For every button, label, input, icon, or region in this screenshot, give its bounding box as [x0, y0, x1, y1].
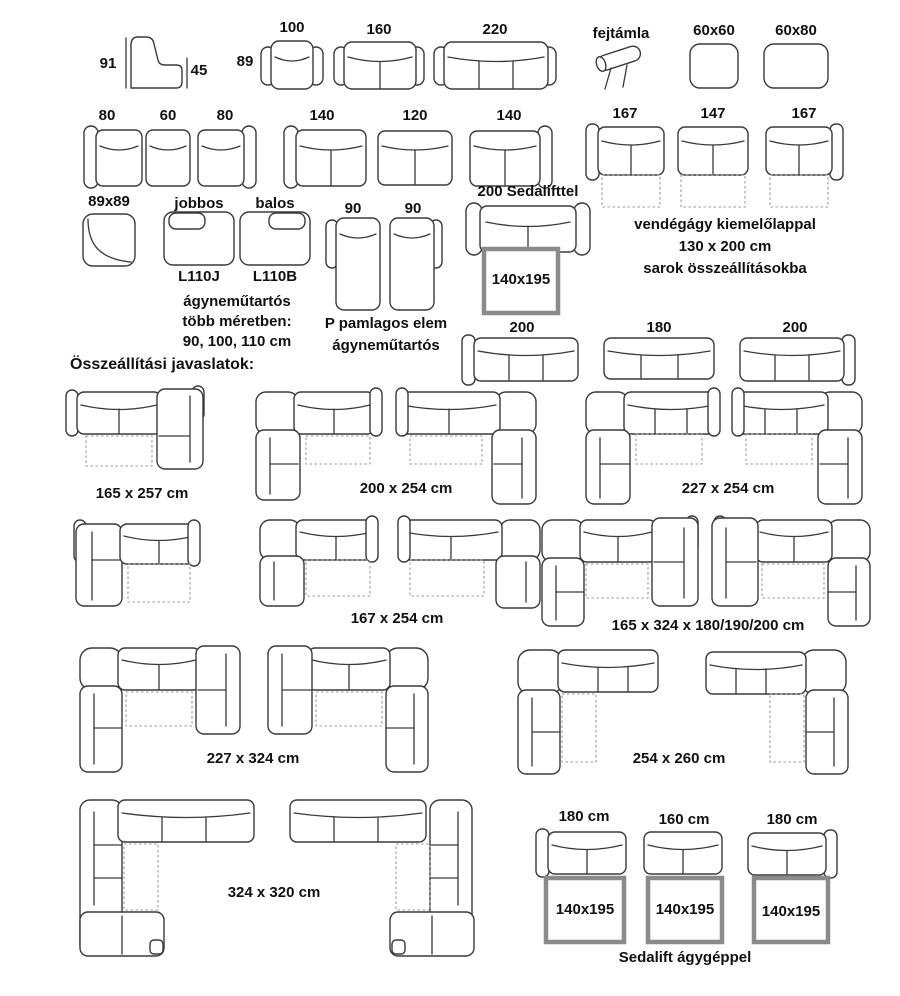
bed-box-1-label: 140x195 [555, 901, 615, 918]
sedalift-bed-180-left-diagram [536, 829, 626, 942]
config-165x324-left-diagram [542, 516, 698, 626]
chaise-90-right-label: 90 [404, 200, 422, 217]
sofa-profile-icon [126, 37, 187, 88]
module-100-label: 100 [279, 19, 305, 36]
module-147-label: 147 [700, 105, 726, 122]
module-160-diagram [334, 42, 424, 89]
l110j-code-label: L110J [178, 268, 220, 285]
chaise-90-left-diagram [326, 218, 380, 310]
module-140l-label: 140 [309, 107, 335, 124]
depth-89-label: 89 [236, 53, 254, 70]
module-140-left-arm-diagram [284, 126, 366, 188]
bed-box-2-label: 140x195 [655, 901, 715, 918]
storage-note-line1: ágyneműtartós [183, 293, 291, 310]
module-l110b-diagram [240, 212, 310, 265]
chaise-90-right-diagram [390, 218, 442, 310]
module-167r-label: 167 [791, 105, 817, 122]
corner-89x89-label: 89x89 [88, 193, 130, 210]
headrest-icon [594, 44, 642, 89]
module-80-left-arm-diagram [84, 126, 142, 188]
module-60-diagram [146, 130, 190, 186]
dim-227x324-label: 227 x 324 cm [206, 750, 300, 767]
config-324x320-left-diagram [80, 800, 254, 956]
sofa-200r-label: 200 [782, 319, 808, 336]
module-l110j-diagram [164, 212, 234, 265]
module-120-label: 120 [402, 107, 428, 124]
sofa-200-right-arm-diagram [740, 335, 855, 385]
pouf-60x80-label: 60x80 [775, 22, 817, 39]
suggestions-heading: Összeállítási javaslatok: [70, 356, 255, 373]
sofa-180-diagram [604, 338, 714, 379]
config-167x254-left-diagram [260, 516, 378, 606]
bed-sofa-180r-label: 180 cm [766, 811, 818, 828]
module-140-right-arm-diagram [470, 126, 552, 188]
module-220-diagram [434, 42, 556, 89]
config-165x324-right-diagram [712, 516, 870, 626]
sedalift-caption: Sedalift ágygéppel [618, 949, 752, 966]
sofa-200-left-arm-diagram [462, 335, 578, 385]
guest-note-line2: 130 x 200 cm [678, 238, 772, 255]
dim-167x254-label: 167 x 254 cm [350, 610, 444, 627]
sedalift-bed-160-diagram [644, 832, 722, 942]
sedalift-bed-180-right-diagram [748, 830, 837, 942]
config-324x320-right-diagram [290, 800, 474, 956]
balos-label: balos [255, 195, 295, 212]
module-80l-label: 80 [98, 107, 116, 124]
config-167x254-right-diagram [398, 516, 540, 608]
profile-height-label: 91 [99, 55, 117, 72]
sedalift-200-label: 200 Sedalifttel [477, 183, 579, 200]
jobbos-label: jobbos [174, 195, 224, 212]
module-80r-label: 80 [216, 107, 234, 124]
sofa-180-label: 180 [646, 319, 672, 336]
module-220-label: 220 [482, 21, 508, 38]
storage-note-line3: 90, 100, 110 cm [182, 333, 292, 350]
guest-note-line1: vendégágy kiemelőlappal [634, 216, 816, 233]
config-254x260-right-diagram [706, 650, 848, 774]
bed-box-3-label: 140x195 [761, 903, 821, 920]
l110b-code-label: L110B [252, 268, 298, 285]
dim-165x257-label: 165 x 257 cm [95, 485, 189, 502]
module-167-right-arm-diagram [766, 124, 843, 207]
module-160-label: 160 [366, 21, 392, 38]
sedalift-200-diagram [466, 203, 590, 313]
dim-200x254-label: 200 x 254 cm [359, 480, 453, 497]
config-165x257-diagram [66, 386, 204, 469]
pouf-60x60-label: 60x60 [693, 22, 735, 39]
module-167l-label: 167 [612, 105, 638, 122]
dim-227x254-label: 227 x 254 cm [681, 480, 775, 497]
dim-165x324-label: 165 x 324 x 180/190/200 cm [611, 617, 805, 634]
chaise-90-left-label: 90 [344, 200, 362, 217]
module-147-diagram [678, 127, 748, 207]
dim-254x260-label: 254 x 260 cm [632, 750, 726, 767]
corner-89x89-diagram [83, 214, 135, 266]
pamlag-note-line1: P pamlagos elem [324, 315, 448, 332]
guest-note-line3: sarok összeállításokba [643, 260, 807, 277]
module-167-left-arm-diagram [586, 124, 664, 207]
pamlag-note-line2: ágyneműtartós [332, 337, 440, 354]
sedalift-bed-size-label: 140x195 [491, 271, 551, 288]
module-140r-label: 140 [496, 107, 522, 124]
pouf-60x60-diagram [690, 44, 738, 88]
storage-note-line2: több méretben: [182, 313, 292, 330]
pouf-60x80-diagram [764, 44, 828, 88]
bed-sofa-160-label: 160 cm [658, 811, 710, 828]
module-100-diagram [261, 41, 323, 89]
module-80-right-arm-diagram [198, 126, 256, 188]
sofa-200l-label: 200 [509, 319, 535, 336]
module-120-diagram [378, 131, 452, 185]
dim-324x320-label: 324 x 320 cm [227, 884, 321, 901]
module-60-label: 60 [159, 107, 177, 124]
profile-seat-height-label: 45 [190, 62, 208, 79]
headrest-label: fejtámla [592, 25, 650, 42]
config-chaise-left-diagram [74, 520, 200, 606]
bed-sofa-180l-label: 180 cm [558, 808, 610, 825]
